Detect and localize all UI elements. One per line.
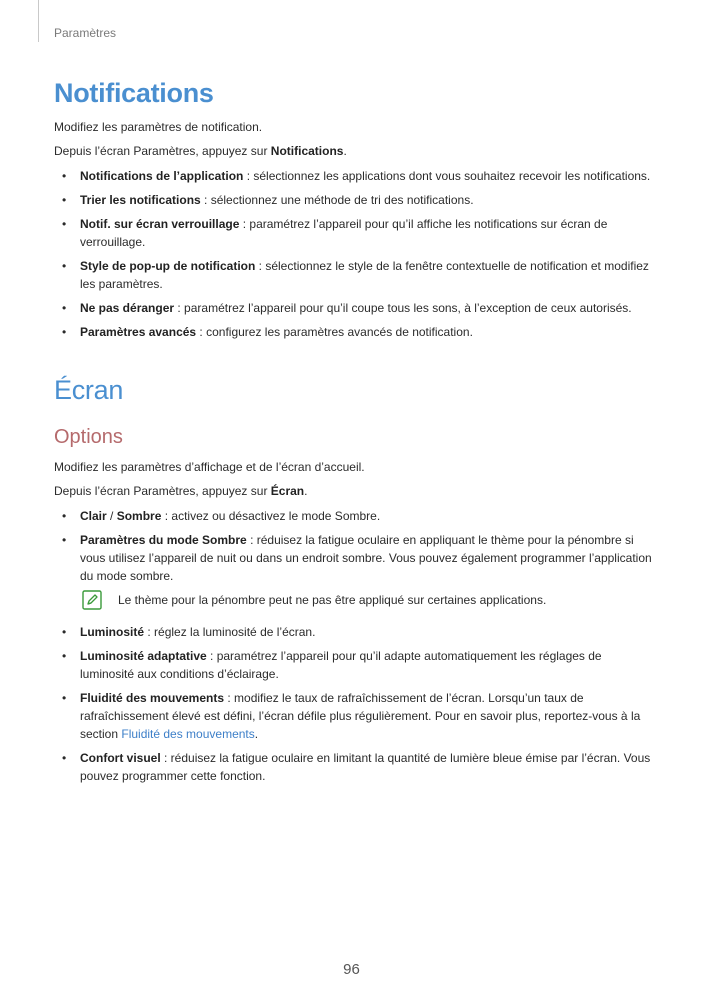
list-item — [54, 215, 654, 251]
list-item — [54, 689, 654, 743]
breadcrumb: Paramètres — [54, 26, 117, 40]
list-item — [54, 299, 654, 317]
path-prefix: Depuis l’écran Paramètres, appuyez sur — [54, 484, 271, 498]
ecran-path — [54, 483, 654, 500]
item-term: Trier les notifications — [80, 193, 201, 207]
path-suffix: . — [304, 484, 308, 498]
ecran-list-1 — [54, 507, 654, 585]
item-desc: : réduisez la fatigue oculaire en limitant la quantité de lumière bleue émise par l’écran. Vous pouvez programmer cette fonction. — [80, 751, 651, 783]
list-item — [54, 531, 654, 585]
item-desc: : paramétrez l’appareil pour qu’il affiche les notifications sur écran de verrouillage. — [80, 217, 608, 249]
path-suffix: . — [343, 144, 347, 158]
ecran-intro: Modifiez les paramètres d’affichage et de l’écran d’accueil. — [54, 460, 365, 474]
item-desc: : activez ou désactivez le mode Sombre. — [161, 509, 381, 523]
list-item — [54, 167, 654, 185]
item-term: Ne pas déranger — [80, 301, 175, 315]
note-icon — [82, 590, 102, 610]
notifications-title: Notifications — [54, 78, 214, 108]
item-desc: : réglez la luminosité de l’écran. — [144, 625, 316, 639]
notifications-path — [54, 143, 654, 160]
path-target: Notifications — [270, 144, 344, 158]
list-item — [54, 647, 654, 683]
item-term: Sombre — [116, 509, 162, 523]
item-term: Fluidité des mouvements — [80, 691, 225, 705]
list-item — [54, 257, 654, 293]
page-content — [54, 78, 654, 791]
list-item — [54, 749, 654, 785]
item-desc: : sélectionnez une méthode de tri des notifications. — [200, 193, 474, 207]
fluidite-link[interactable]: Fluidité des mouvements — [121, 727, 255, 741]
item-desc: : paramétrez l’appareil pour qu’il coupe tous les sons, à l’exception de ceux autorisés. — [174, 301, 632, 315]
item-term: Confort visuel — [80, 751, 161, 765]
list-item — [54, 191, 654, 209]
item-term: Paramètres du mode Sombre — [80, 533, 247, 547]
options-subtitle: Options — [54, 426, 123, 448]
note-text: Le thème pour la pénombre peut ne pas être appliqué sur certaines applications. — [118, 593, 547, 607]
item-term: Luminosité — [80, 625, 145, 639]
ecran-list-2 — [54, 623, 654, 785]
notifications-list — [54, 167, 654, 341]
ecran-title: Écran — [54, 375, 124, 405]
item-term: Paramètres avancés — [80, 325, 197, 339]
notifications-intro: Modifiez les paramètres de notification. — [54, 120, 263, 134]
item-desc: : sélectionnez le style de la fenêtre contextuelle de notification et modifiez les paramètres. — [80, 259, 649, 291]
page-number: 96 — [343, 961, 360, 978]
item-term: Style de pop-up de notification — [80, 259, 256, 273]
path-prefix: Depuis l’écran Paramètres, appuyez sur — [54, 144, 271, 158]
list-item — [54, 323, 654, 341]
item-term: Notif. sur écran verrouillage — [80, 217, 240, 231]
list-item — [54, 507, 654, 525]
item-term: Clair — [80, 509, 107, 523]
item-desc: : réduisez la fatigue oculaire en appliquant le thème pour la pénombre si vous utilisez l’appareil de nuit ou dans un endroit sombre. Vous pouvez également programmer l’application du mode sombre. — [80, 533, 652, 583]
item-desc: : configurez les paramètres avancés de notification. — [196, 325, 473, 339]
item-desc: : sélectionnez les applications dont vous souhaitez recevoir les notifications. — [243, 169, 651, 183]
header-divider — [38, 0, 39, 42]
item-separator: / — [106, 509, 117, 523]
item-desc: : paramétrez l’appareil pour qu’il adapte automatiquement les réglages de luminosité aux conditions d’éclairage. — [80, 649, 602, 681]
note — [54, 591, 654, 613]
item-term: Notifications de l’application — [80, 169, 244, 183]
path-target: Écran — [270, 484, 305, 498]
item-end: . — [254, 727, 259, 741]
item-desc: : modifiez le taux de rafraîchissement de l’écran. Lorsqu’un taux de rafraîchissement élevé est défini, l’écran défile plus régulièrement. Pour en savoir plus, reportez-vous à la section — [80, 691, 641, 741]
item-term: Luminosité adaptative — [80, 649, 207, 663]
list-item — [54, 623, 654, 641]
